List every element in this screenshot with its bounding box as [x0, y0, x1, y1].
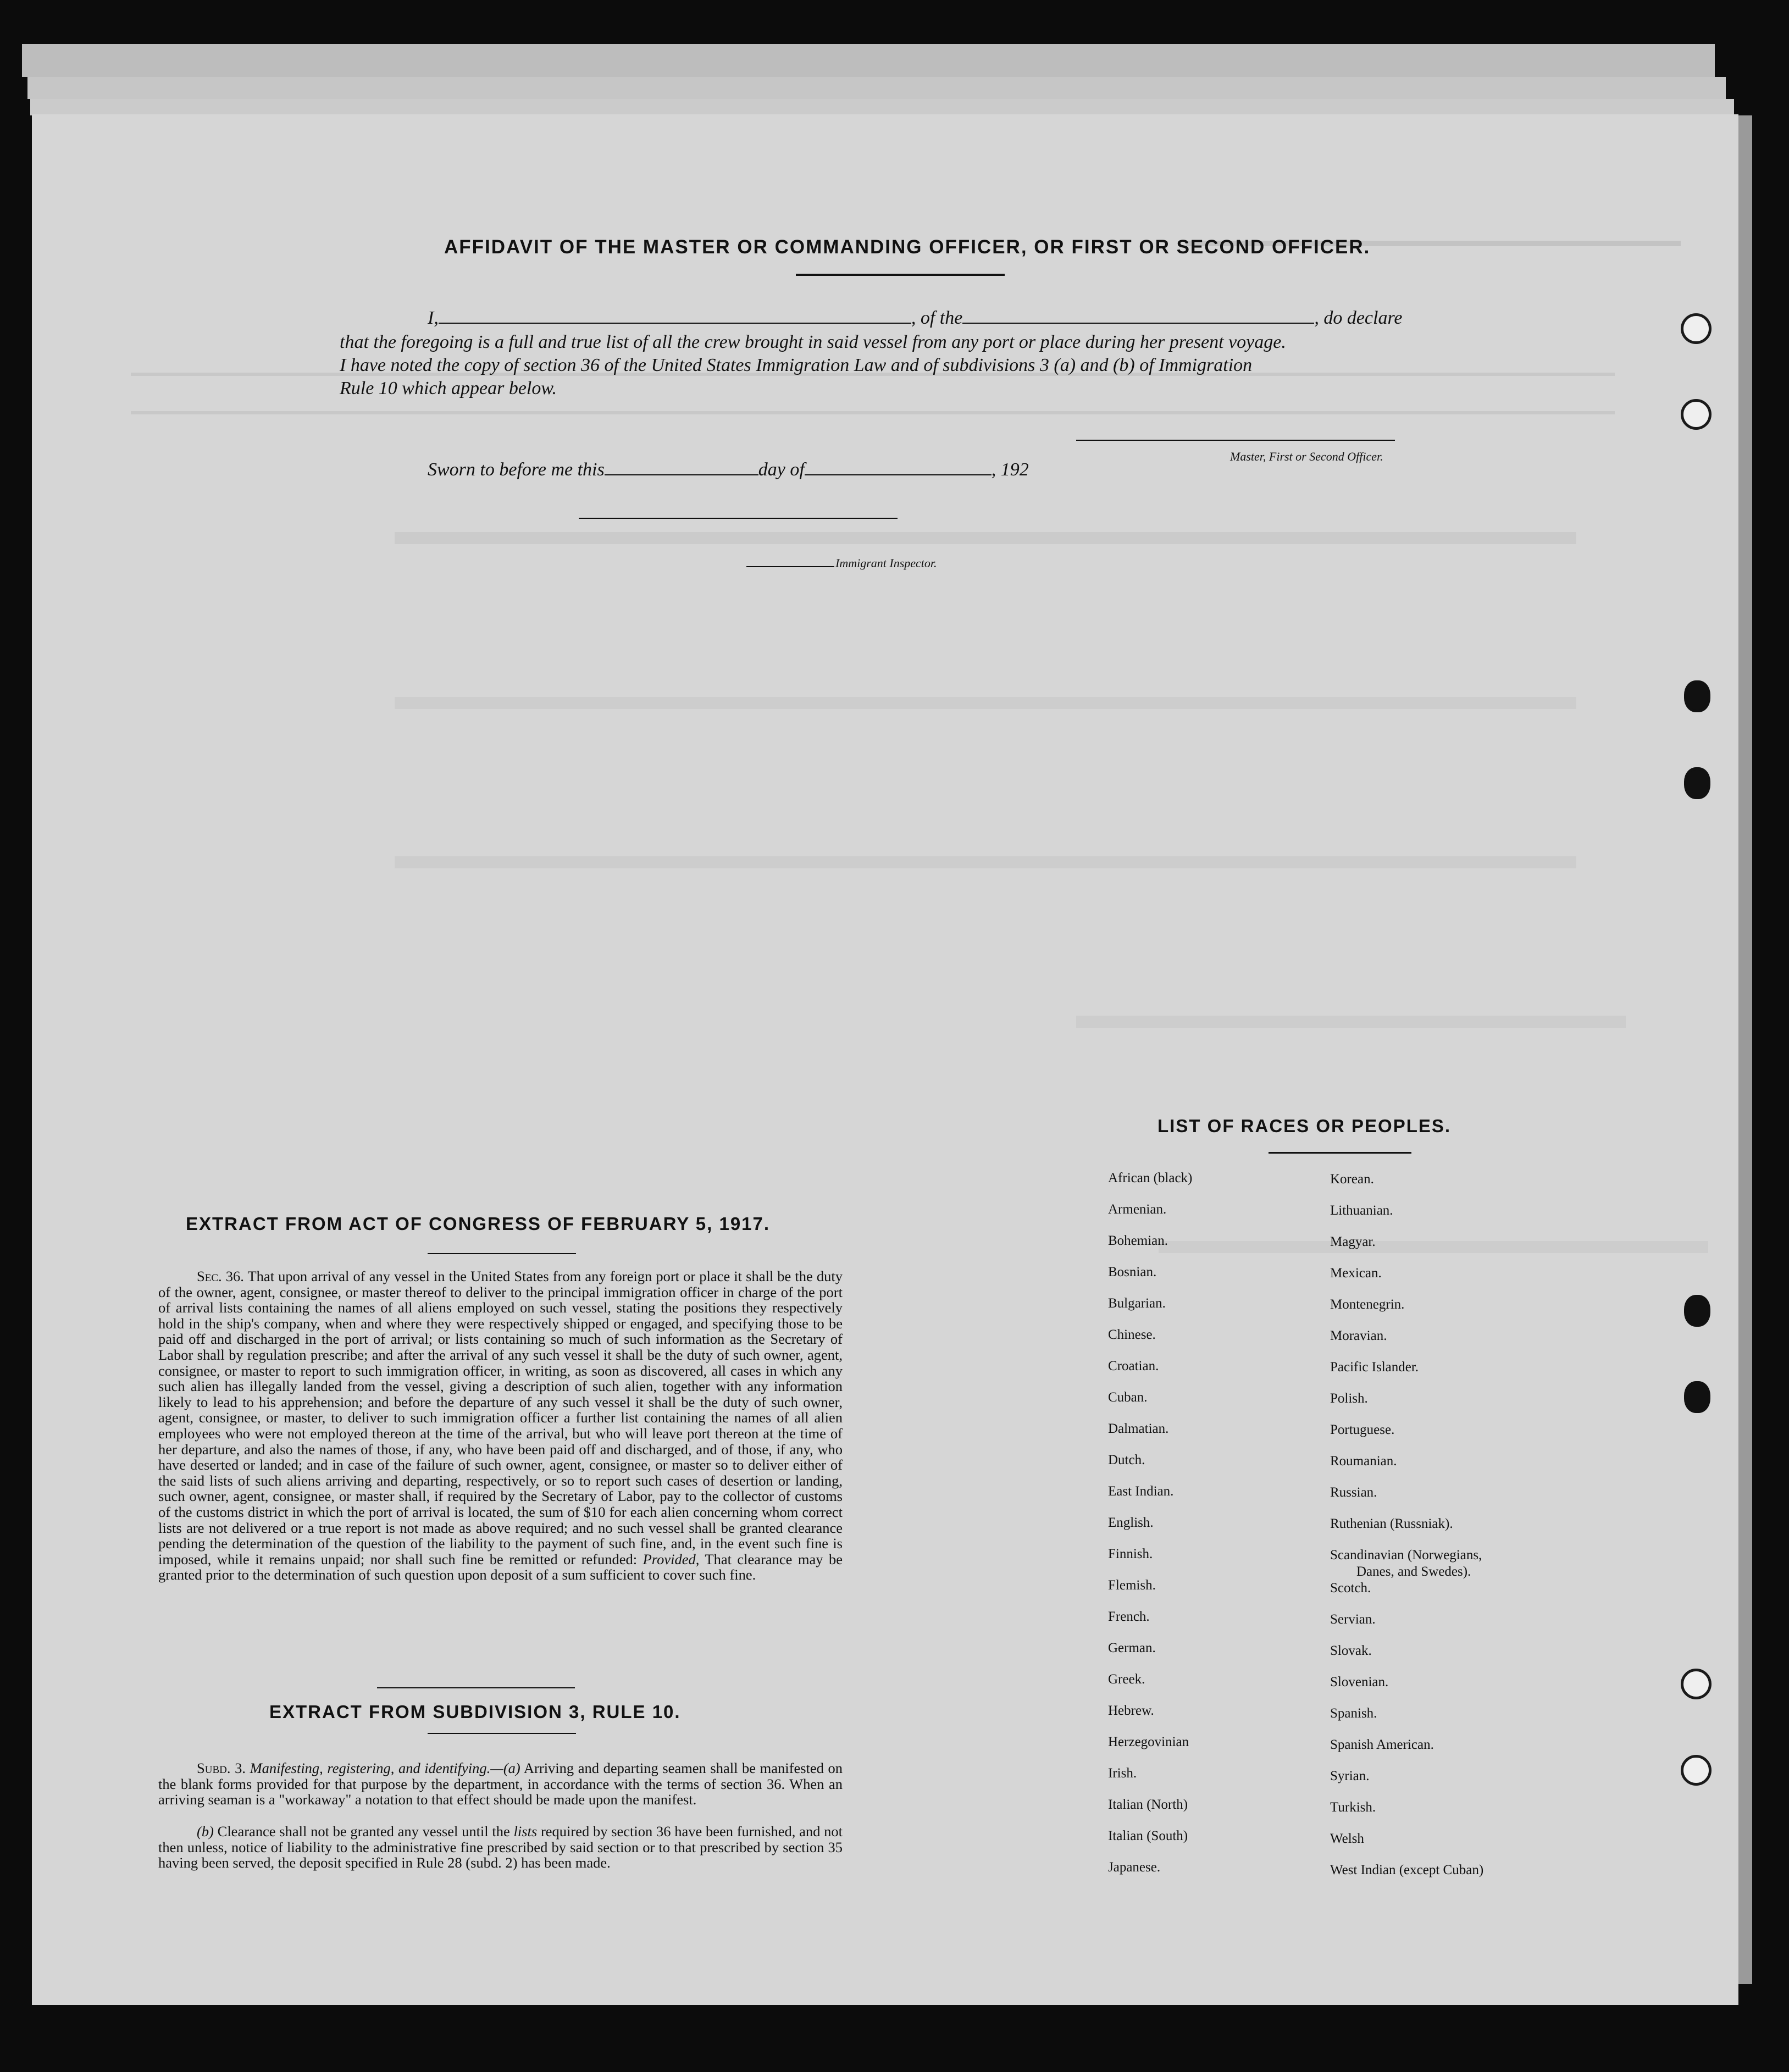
subd-3-para-b-lists: lists [513, 1823, 538, 1840]
race-right-item: Moravian. [1330, 1328, 1387, 1343]
master-signature-caption: Master, First or Second Officer. [1230, 450, 1383, 463]
inspector-caption: Immigrant Inspector. [835, 556, 937, 570]
page-edge-front [30, 99, 1734, 115]
subd-3-para-a-text: Arriving and departing seamen shall be manifested on the blank forms provided for that purpose by the department, in accordance with the terms of section 36. When an arriving seaman is a "workaway" a notation to that effect should be made upon the manifest. [158, 1760, 843, 1808]
sec-36-label: Sec. 36. [197, 1268, 244, 1284]
race-right-item: Scandinavian (Norwegians, [1330, 1548, 1482, 1563]
affidavit-line-2: that the foregoing is a full and true list of all the crew brought in said vessel from any port or place during her present voyage. [340, 332, 1286, 352]
race-right-item: Magyar. [1330, 1234, 1376, 1249]
subd-3-para-b-text-1: Clearance shall not be granted any vessel until the [217, 1823, 510, 1840]
subd-3-para-b-prefix: (b) [197, 1823, 214, 1840]
page-edge-middle [27, 77, 1726, 99]
race-right-item: Portuguese. [1330, 1422, 1395, 1437]
race-right-item: Turkish. [1330, 1800, 1376, 1815]
race-left-item: Armenian. [1108, 1202, 1167, 1217]
race-right-item: Slovak. [1330, 1643, 1372, 1658]
rule-extract-title: EXTRACT FROM SUBDIVISION 3, RULE 10. [269, 1702, 681, 1722]
race-left-item: Flemish. [1108, 1578, 1156, 1593]
race-left-item: English. [1108, 1515, 1154, 1530]
race-right-item: Welsh [1330, 1831, 1364, 1846]
race-right-item: West Indian (except Cuban) [1330, 1863, 1484, 1877]
subd-3-para-a [158, 1760, 843, 1808]
race-left-item: Bosnian. [1108, 1265, 1157, 1279]
race-right-item: Pacific Islander. [1330, 1360, 1419, 1375]
inspector-caption-lead [746, 566, 834, 567]
binder-hole-icon [1684, 680, 1710, 712]
subd-3-heading: Manifesting, registering, and identifying. [250, 1760, 491, 1776]
race-right-item: Polish. [1330, 1391, 1368, 1406]
subd-3-para-a-prefix: —(a) [490, 1760, 520, 1776]
race-left-item: Cuban. [1108, 1390, 1148, 1405]
race-left-item: German. [1108, 1641, 1156, 1655]
affidavit-title-rule [796, 274, 1005, 276]
race-right-item: Montenegrin. [1330, 1297, 1405, 1312]
subd-3-para-b-text-2: required by section 36 have been furnished, and not then unless, notice of liability to the administrative fine prescribed by said section or to that prescribed by section 35 having been served, the deposit specified in Rule 28 (subd. 2) has been made. [158, 1823, 843, 1871]
race-right-item: Roumanian. [1330, 1454, 1397, 1469]
race-left-item: Dutch. [1108, 1453, 1145, 1467]
vessel-name-field[interactable] [962, 308, 1314, 324]
race-left-item: Chinese. [1108, 1327, 1156, 1342]
act-extract-end-rule [377, 1687, 575, 1688]
race-left-item: Greek. [1108, 1672, 1145, 1687]
race-left-item: East Indian. [1108, 1484, 1174, 1499]
races-title: LIST OF RACES OR PEOPLES. [1157, 1116, 1452, 1136]
sec-36-provided-label: Provided, [643, 1550, 700, 1567]
race-left-item: African (black) [1108, 1171, 1193, 1185]
race-right-item: Scotch. [1330, 1581, 1371, 1595]
race-left-item: Hebrew. [1108, 1703, 1154, 1718]
master-signature-line[interactable] [1076, 440, 1395, 441]
rule-extract-title-rule [428, 1733, 576, 1734]
sec-36-provided-text: That clearance may be granted prior to the determination of such question upon deposit of a sum sufficient to cover such fine. [158, 1550, 843, 1583]
sec-36-text [158, 1268, 843, 1583]
sec-36-body: That upon arrival of any vessel in the United States from any foreign port or place it shall be the duty of the owner, agent, consignee, or master thereof to deliver to the principal immigration officer in charge of the port of arrival lists containing the names of all aliens employed on such vessel, stating the positions they respectively hold in the ship's company, when and where they were respectively shipped or engaged, and specifying those to be paid off and discharged in the port of arrival; or lists containing so much of such information as the Secretary of Labor shall by regulation prescribe; and after the arrival of any such vessel it shall be the duty of such owner, agent, consignee, or master to report to such immigration officer, in writing, as soon as discovered, all cases in which any such alien has illegally landed from the vessel, giving a description of such alien, together with any information likely to lead to his apprehension; and before the departure of any such vessel it shall be the duty of such owner, agent, consignee, or master, to deliver to such immigration officer a further list containing the names of all alien employees who were not employed thereon at the time of the arrival, but who will leave port thereon at the time of her departure, and also the names of those, if any, who have been paid off and discharged, and of those, if any, who have deserted or landed; and in case of the failure of such owner, agent, consignee, or master so to deliver either of the said lists of such aliens arriving and departing, respectively, or so to report such cases of desertion or landing, such owner, agent, consignee, or master shall, if required by the Secretary of Labor, pay to the collector of customs of the customs district in which the port of arrival is located, the sum of $10 for each alien concerning whom correct lists are not delivered or a true report is not made as above required; and no such vessel shall be granted clearance pending the determination of the question of the liability to the payment of such fine, and, in the event such fine is imposed, while it remains unpaid; nor shall such fine be remitted or refunded: [158, 1268, 843, 1567]
race-left-item: Herzegovinian [1108, 1735, 1189, 1749]
act-extract-title: EXTRACT FROM ACT OF CONGRESS OF FEBRUARY 5, 1917. [186, 1214, 771, 1234]
affidavit-i-label: I, [428, 308, 439, 328]
race-left-item: Japanese. [1108, 1860, 1161, 1875]
race-right-item: Danes, and Swedes). [1356, 1564, 1471, 1579]
binder-hole-icon [1684, 1381, 1710, 1413]
affidavit-line-4: Rule 10 which appear below. [340, 378, 557, 398]
inspector-signature-line[interactable] [579, 518, 898, 519]
act-extract-title-rule [428, 1253, 576, 1254]
race-left-item: Irish. [1108, 1766, 1137, 1781]
race-left-item: Croatian. [1108, 1359, 1159, 1373]
sworn-prefix: Sworn to before me this [428, 459, 605, 480]
race-right-item: Syrian. [1330, 1769, 1370, 1783]
binder-hole-icon [1684, 767, 1710, 799]
race-right-item: Servian. [1330, 1612, 1376, 1627]
race-right-item: Spanish. [1330, 1706, 1377, 1721]
race-left-item: Finnish. [1108, 1547, 1153, 1561]
race-right-item: Lithuanian. [1330, 1203, 1393, 1218]
sworn-day-of: day of [758, 459, 805, 480]
affidavit-title: AFFIDAVIT OF THE MASTER OR COMMANDING OFFICER, OR FIRST OR SECOND OFFICER. [444, 236, 1371, 258]
binder-hole-icon [1684, 1295, 1710, 1327]
race-right-item: Spanish American. [1330, 1737, 1434, 1752]
race-right-item: Ruthenian (Russniak). [1330, 1516, 1453, 1531]
race-right-item: Russian. [1330, 1485, 1377, 1500]
race-right-item: Korean. [1330, 1172, 1374, 1187]
race-left-item: Italian (South) [1108, 1829, 1188, 1843]
sworn-line [428, 459, 1029, 480]
affidavit-line-3: I have noted the copy of section 36 of the United States Immigration Law and of subdivisions 3 (a) and (b) of Immigration [340, 355, 1253, 375]
race-right-item: Mexican. [1330, 1266, 1382, 1281]
race-left-item: French. [1108, 1609, 1150, 1624]
subd-3-label: Subd. 3. [197, 1760, 246, 1776]
master-name-field[interactable] [439, 308, 911, 324]
race-right-item: Slovenian. [1330, 1675, 1389, 1689]
binder-hole-icon [1681, 399, 1712, 430]
race-left-item: Bulgarian. [1108, 1296, 1166, 1311]
page-edge-back [22, 44, 1715, 77]
race-left-item: Dalmatian. [1108, 1421, 1169, 1436]
sworn-month-field[interactable] [805, 460, 992, 475]
race-left-item: Italian (North) [1108, 1797, 1188, 1812]
binder-hole-icon [1681, 1755, 1712, 1786]
subd-3-para-b [158, 1824, 843, 1871]
binder-hole-icon [1681, 1669, 1712, 1699]
manifest-page [32, 114, 1738, 2005]
race-left-item: Bohemian. [1108, 1233, 1168, 1248]
right-page-edge [1737, 115, 1752, 1984]
binder-hole-icon [1681, 313, 1712, 344]
affidavit-do-declare-label: , do declare [1314, 308, 1403, 328]
affidavit-line-1 [428, 308, 1403, 329]
sworn-year: , 192 [991, 459, 1029, 480]
affidavit-of-the-label: , of the [911, 308, 963, 328]
sworn-day-field[interactable] [605, 460, 758, 475]
races-title-rule [1269, 1152, 1411, 1154]
